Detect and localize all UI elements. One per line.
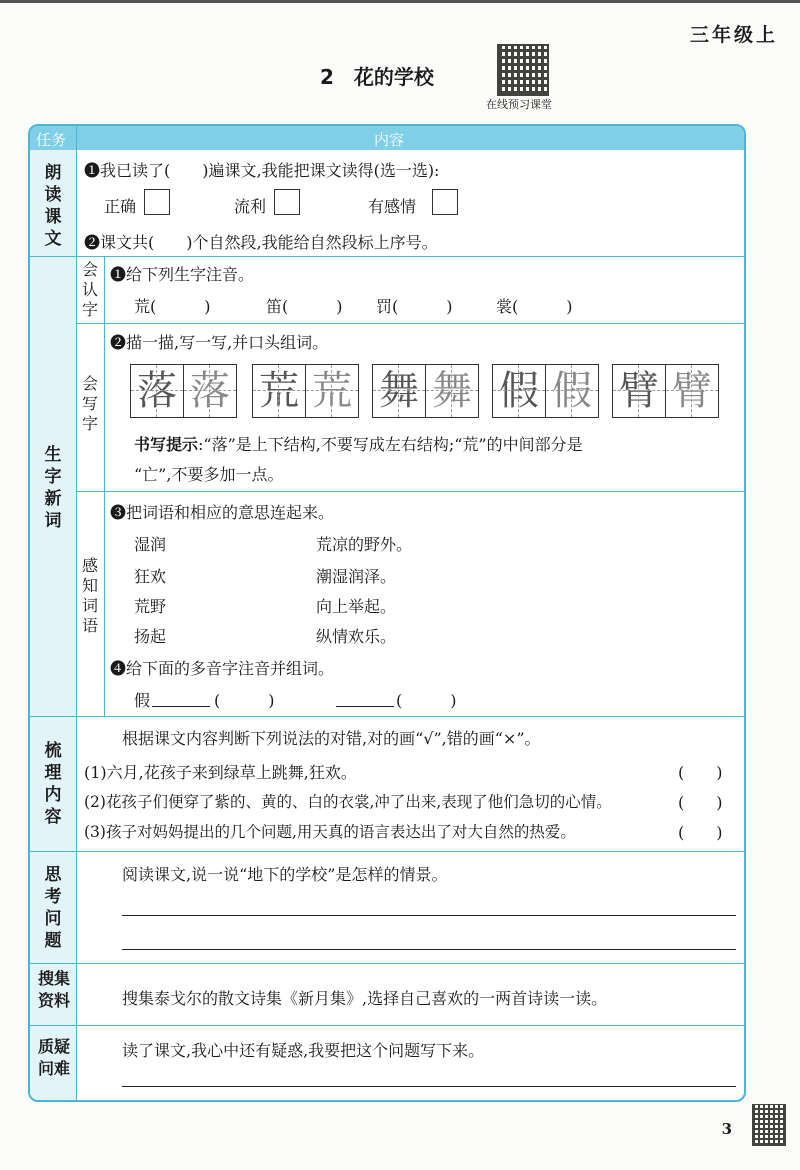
trace-cell[interactable]: 荒 — [253, 365, 305, 417]
match-word[interactable]: 狂欢 — [134, 567, 167, 586]
trace-cell[interactable]: 假 — [493, 365, 545, 417]
section-label-read: 朗 读 课 文 — [44, 163, 62, 249]
section-label-sort: 梳 理 内 容 — [44, 741, 62, 827]
match-meaning[interactable]: 潮湿润泽。 — [316, 567, 397, 586]
match-word[interactable]: 湿润 — [134, 535, 167, 554]
writing-tip-line-1 — [134, 432, 583, 455]
trace-cell[interactable]: 落 — [183, 365, 236, 417]
polyphone-char: 假 — [134, 691, 151, 710]
option-correct-label: 正确 — [104, 197, 137, 216]
grade-label: 三年级上 — [689, 24, 778, 46]
polyphone-question: ❹给下面的多音字注音并组词。 — [110, 659, 335, 678]
header-task: 任务 — [36, 131, 67, 149]
trace-cell[interactable]: 臂 — [665, 365, 718, 417]
section-label-think: 思 考 问 题 — [44, 865, 62, 951]
read-question-2: ❷课文共( )个自然段,我能给自然段标上序号。 — [84, 233, 438, 252]
collect-task: 搜集泰戈尔的散文诗集《新月集》,选择自己喜欢的一两首诗读一读。 — [122, 989, 608, 1008]
section-label-words: 生 字 新 词 — [44, 445, 62, 531]
match-word[interactable]: 扬起 — [134, 627, 167, 646]
judge-item-2: (2)花孩子们便穿了紫的、黄的、白的衣裳,冲了出来,表现了他们急切的心情。 — [84, 793, 612, 811]
task-column — [30, 150, 76, 1100]
option-fluent-label: 流利 — [234, 197, 267, 216]
trace-cell[interactable]: 荒 — [305, 365, 358, 417]
writing-tip-line-2: “亡”,不要多加一点。 — [134, 465, 284, 484]
pinyin-item[interactable]: 笛( ) — [266, 297, 343, 316]
judge-item-3: (3)孩子对妈妈提出的几个问题,用天真的语言表达出了对大自然的热爱。 — [84, 823, 576, 841]
doubt-task: 读了课文,我心中还有疑惑,我要把这个问题写下来。 — [122, 1041, 485, 1060]
section-label-collect: 搜集 资料 — [37, 969, 70, 1010]
option-fluent-checkbox[interactable] — [274, 189, 300, 215]
match-question: ❸把词语和相应的意思连起来。 — [110, 503, 335, 522]
judge-item-1: (1)六月,花孩子来到绿草上跳舞,狂欢。 — [84, 763, 357, 782]
answer-blank[interactable] — [152, 706, 210, 707]
judge-answer-2[interactable]: ( ) — [678, 793, 723, 812]
trace-cell[interactable]: 舞 — [373, 365, 425, 417]
qr-code-icon[interactable] — [497, 44, 549, 96]
trace-cell[interactable]: 臂 — [613, 365, 665, 417]
table-header — [30, 126, 744, 150]
match-meaning[interactable]: 向上举起。 — [316, 597, 397, 616]
match-meaning[interactable]: 纵情欢乐。 — [316, 627, 397, 646]
trace-cell[interactable]: 落 — [131, 365, 183, 417]
option-correct-checkbox[interactable] — [144, 189, 170, 215]
pinyin-item[interactable]: 罚( ) — [376, 297, 453, 316]
pinyin-item[interactable]: 荒( ) — [134, 297, 211, 316]
pinyin-paren[interactable]: ( ) — [214, 691, 275, 710]
header-content: 内容 — [374, 131, 405, 149]
match-word[interactable]: 荒野 — [134, 597, 167, 616]
lesson-title-text: 花的学校 — [353, 65, 434, 89]
writing-line[interactable] — [122, 1086, 736, 1087]
write-question: ❷描一描,写一写,并口头组词。 — [110, 333, 329, 352]
writing-line[interactable] — [122, 915, 736, 916]
option-emotion-label: 有感情 — [368, 197, 417, 216]
writing-tip-label: 书写提示 — [134, 435, 199, 454]
option-emotion-checkbox[interactable] — [432, 189, 458, 215]
sublabel-write: 会 写 字 — [81, 374, 98, 433]
pinyin-paren[interactable]: ( ) — [396, 691, 457, 710]
match-meaning[interactable]: 荒凉的野外。 — [316, 535, 413, 554]
writing-tip-text: :“落”是上下结构,不要写成左右结构;“荒”的中间部分是 — [198, 435, 583, 454]
read-question-1: ❶我已读了( )遍课文,我能把课文读得(选一选): — [84, 161, 440, 180]
char-grid-jia[interactable] — [492, 364, 599, 418]
writing-line[interactable] — [122, 949, 736, 950]
lesson-number: 2 — [320, 65, 334, 89]
char-grid-bi[interactable] — [612, 364, 719, 418]
trace-cell[interactable]: 假 — [545, 365, 598, 417]
worksheet-table — [28, 124, 746, 1102]
judge-answer-3[interactable]: ( ) — [678, 823, 723, 842]
judge-answer-1[interactable]: ( ) — [678, 763, 723, 782]
page-number: 3 — [721, 1120, 732, 1138]
pinyin-item[interactable]: 裳( ) — [496, 297, 573, 316]
recognize-question: ❶给下列生字注音。 — [110, 265, 255, 284]
char-grid-wu[interactable] — [372, 364, 479, 418]
char-grid-huang[interactable] — [252, 364, 359, 418]
judge-intro: 根据课文内容判断下列说法的对错,对的画“√”,错的画“×”。 — [122, 729, 541, 748]
qr-code-small-icon[interactable] — [752, 1104, 786, 1146]
think-question: 阅读课文,说一说“地下的学校”是怎样的情景。 — [122, 865, 448, 884]
sublabel-recognize: 会 认 字 — [81, 260, 98, 319]
sublabel-perceive: 感 知 词 语 — [81, 556, 98, 635]
qr-caption: 在线预习课堂 — [486, 98, 552, 111]
top-border — [0, 0, 800, 3]
trace-cell[interactable]: 舞 — [425, 365, 478, 417]
char-grid-luo[interactable] — [130, 364, 237, 418]
section-label-doubt: 质疑 问难 — [37, 1037, 70, 1078]
lesson-title — [320, 61, 434, 90]
answer-blank[interactable] — [336, 706, 394, 707]
